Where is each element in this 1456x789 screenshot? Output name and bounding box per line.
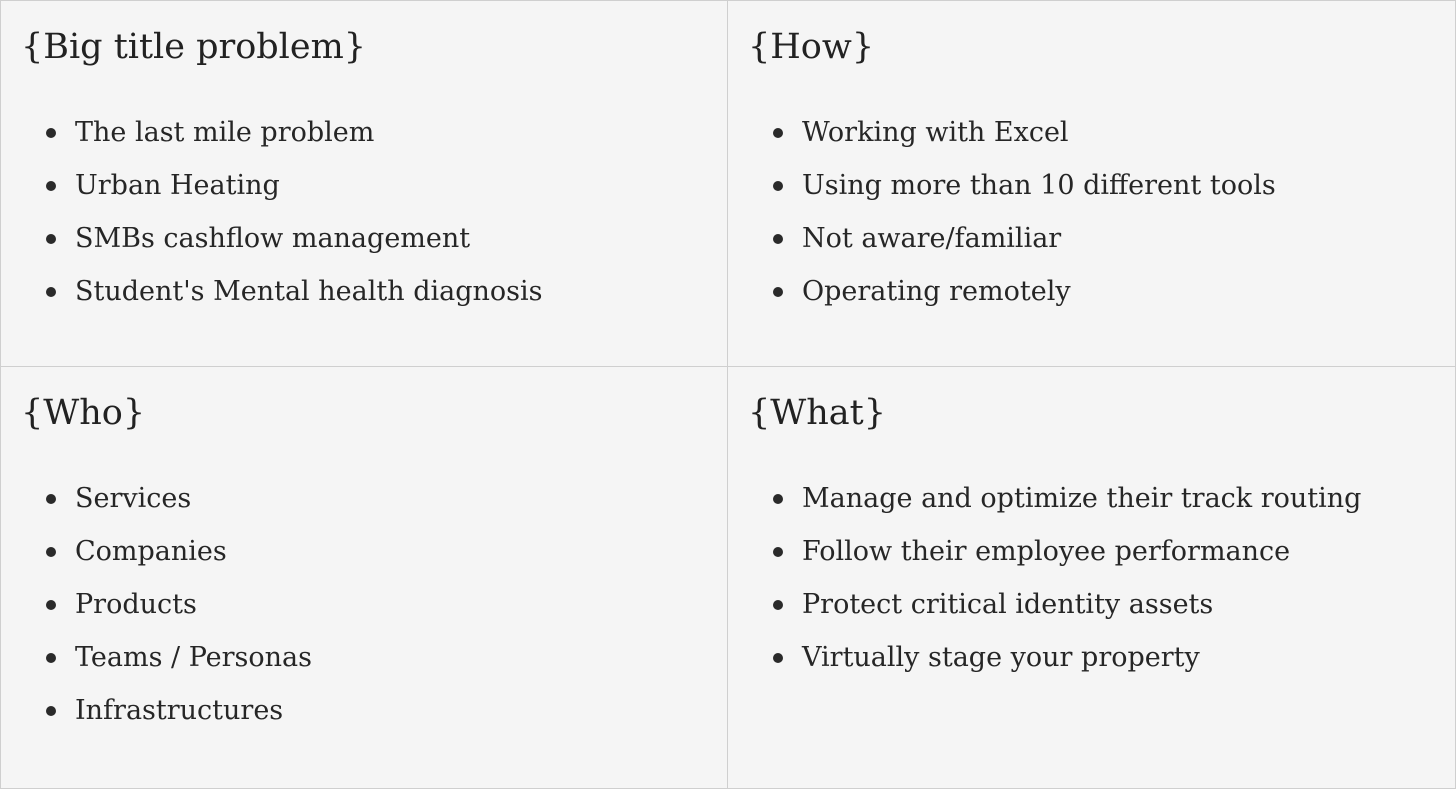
bullet-icon bbox=[773, 653, 783, 663]
list-item-text: Working with Excel bbox=[802, 117, 1069, 148]
list-item bbox=[728, 161, 1276, 214]
list-item bbox=[728, 214, 1276, 267]
list-item bbox=[1, 474, 312, 527]
bullet-list bbox=[728, 474, 1361, 686]
bullet-icon bbox=[773, 234, 783, 244]
cell-how bbox=[728, 1, 1455, 367]
bullet-list bbox=[1, 474, 312, 739]
list-item-text: Products bbox=[75, 589, 197, 620]
bullet-icon bbox=[773, 181, 783, 191]
list-item bbox=[728, 580, 1361, 633]
list-item-text: Urban Heating bbox=[75, 170, 280, 201]
list-item-text: Operating remotely bbox=[802, 276, 1071, 307]
list-item bbox=[1, 267, 543, 320]
bullet-icon bbox=[46, 653, 56, 663]
list-item bbox=[1, 633, 312, 686]
cell-title: {What} bbox=[748, 393, 886, 433]
list-item bbox=[728, 108, 1276, 161]
list-item bbox=[728, 633, 1361, 686]
list-item bbox=[1, 161, 543, 214]
bullet-icon bbox=[46, 547, 56, 557]
list-item-text: Not aware/familiar bbox=[802, 223, 1062, 254]
list-item-text: Infrastructures bbox=[75, 695, 284, 726]
bullet-icon bbox=[46, 128, 56, 138]
cell-who bbox=[1, 367, 728, 788]
bullet-icon bbox=[46, 181, 56, 191]
list-item-text: Using more than 10 different tools bbox=[802, 170, 1276, 201]
list-item-text: Student's Mental health diagnosis bbox=[75, 276, 543, 307]
list-item bbox=[1, 108, 543, 161]
bullet-icon bbox=[773, 128, 783, 138]
bullet-icon bbox=[46, 494, 56, 504]
bullet-icon bbox=[46, 287, 56, 297]
list-item-text: The last mile problem bbox=[75, 117, 375, 148]
list-item-text: Teams / Personas bbox=[75, 642, 313, 673]
bullet-icon bbox=[773, 547, 783, 557]
list-item-text: Follow their employee performance bbox=[802, 536, 1291, 567]
list-item bbox=[728, 474, 1361, 527]
list-item-text: SMBs cashflow management bbox=[75, 223, 471, 254]
list-item-text: Services bbox=[75, 483, 192, 514]
bullet-list bbox=[728, 108, 1276, 320]
bullet-icon bbox=[773, 494, 783, 504]
bullet-icon bbox=[46, 600, 56, 610]
list-item bbox=[728, 267, 1276, 320]
bullet-icon bbox=[773, 287, 783, 297]
bullet-icon bbox=[773, 600, 783, 610]
list-item bbox=[1, 580, 312, 633]
list-item-text: Protect critical identity assets bbox=[802, 589, 1214, 620]
list-item bbox=[1, 214, 543, 267]
cell-big-title-problem bbox=[1, 1, 728, 367]
bullet-list bbox=[1, 108, 543, 320]
list-item-text: Companies bbox=[75, 536, 227, 567]
bullet-icon bbox=[46, 234, 56, 244]
list-item-text: Virtually stage your property bbox=[802, 642, 1200, 673]
cell-title: {Who} bbox=[21, 393, 146, 433]
bullet-icon bbox=[46, 706, 56, 716]
list-item-text: Manage and optimize their track routing bbox=[802, 483, 1362, 514]
list-item bbox=[728, 527, 1361, 580]
cell-what bbox=[728, 367, 1455, 788]
cell-title: {How} bbox=[748, 27, 875, 67]
list-item bbox=[1, 686, 312, 739]
list-item bbox=[1, 527, 312, 580]
cell-title: {Big title problem} bbox=[21, 27, 367, 67]
